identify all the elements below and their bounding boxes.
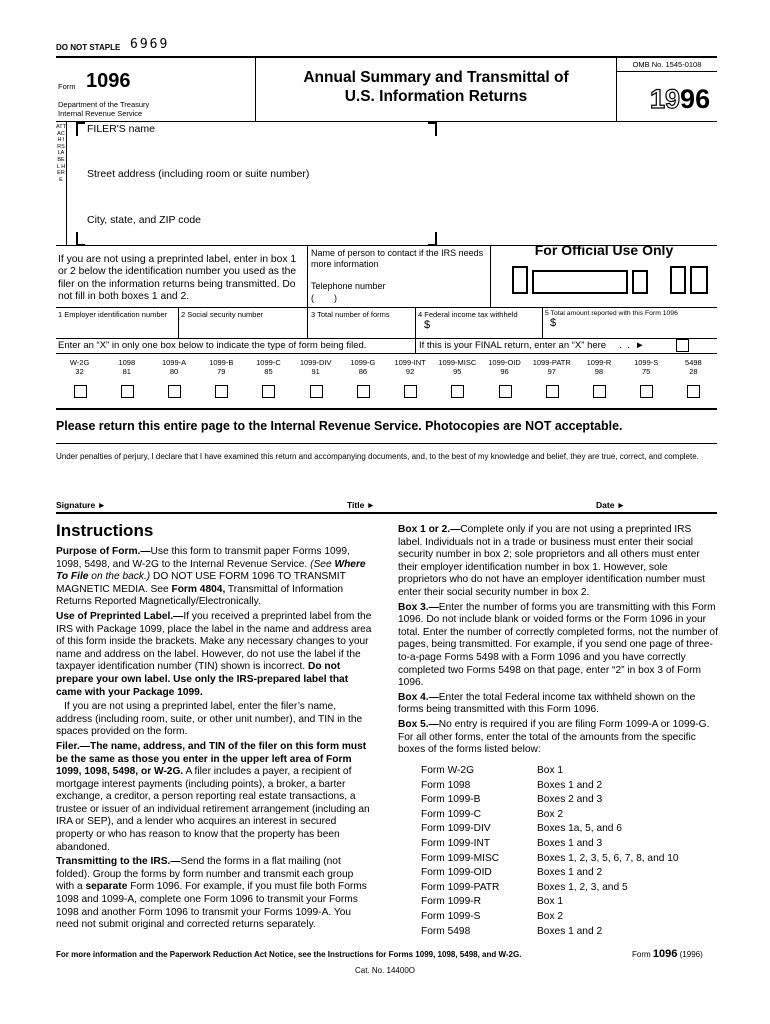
- form-type-label: [151, 358, 197, 376]
- form-type-label: [293, 358, 339, 376]
- form-type-checkbox[interactable]: [451, 385, 464, 398]
- contact-person-label: Name of person to contact if the IRS needs more information: [311, 248, 484, 269]
- form-label: Form: [58, 82, 76, 91]
- dollar-sign: $: [424, 319, 431, 331]
- form-number: 1096: [86, 70, 131, 92]
- attach-label-here: ATTACH IRS LABEL HERE: [56, 124, 66, 183]
- form-type-label: [576, 358, 622, 376]
- perjury-statement: Under penalties of perjury, I declare that I have examined this return and accompanying documents, and, to the best of my knowledge and belief, they are true, correct, and complete.: [56, 452, 699, 461]
- form-type-name: 1099-INT: [394, 358, 426, 367]
- form-type-code: 75: [642, 367, 651, 376]
- form-type-checkbox[interactable]: [121, 385, 134, 398]
- form-type-label: [57, 358, 103, 376]
- table-form-cell: Form 1099-DIV: [421, 823, 491, 835]
- table-form-cell: Form 1099-INT: [421, 838, 491, 849]
- label-bracket-bottom-left: [76, 232, 85, 246]
- form-type-name: W-2G: [69, 358, 90, 367]
- table-box-cell: Box 2: [537, 911, 564, 922]
- form-type-code: 97: [547, 367, 556, 376]
- date-field[interactable]: [630, 494, 716, 511]
- form-type-checkbox[interactable]: [262, 385, 275, 398]
- catalog-number: Cat. No. 14400O: [354, 966, 416, 975]
- form-type-label: [529, 358, 575, 376]
- instructions-heading: Instructions: [56, 521, 154, 540]
- handwritten-number: 6969: [130, 37, 170, 52]
- form-type-checkbox[interactable]: [404, 385, 417, 398]
- label-bracket-top-right: [428, 122, 437, 136]
- form-type-code: 91: [311, 367, 320, 376]
- table-box-cell: Boxes 1, 2, 3, and 5: [537, 881, 628, 893]
- form-type-code: 28: [689, 367, 698, 376]
- form-type-checkbox[interactable]: [546, 385, 559, 398]
- form-type-name: 1099-B: [209, 358, 234, 367]
- form-type-code: 32: [75, 367, 84, 376]
- total-forms-box[interactable]: 3 Total number of forms: [311, 310, 390, 319]
- form-type-label: [434, 358, 480, 376]
- form-type-name: 1099-S: [634, 358, 659, 367]
- instructions-right-column: Box 1 or 2.—Complete only if you are not using a preprinted IRS label. Individuals not in a trade or business must enter their social security number in box 2; sole proprietors and all others must enter their employer identification number in box 1. However, sole proprietors who do not have an employer identification number must enter their social security number in box 2. Box 3.—Enter the number of forms you are transmitting with this Form 1096. Do not include blank or voided forms or the Form 1096 in your total. Enter the number of correctly completed forms, not the number of pages, being transmitted. For example, if you send one page of three-to-a-page Forms 5498 with a Form 1096 and you have correctly completed two Forms 5498 on that page, enter “2” in box 3 of Form 1096. Box 4.—Enter the total Federal income tax withheld shown on the forms being transmitted with this Form 1096. Box 5.—No entry is required if you are filing Form 1099-A or 1099-G. For all other forms, enter the total of the amounts from the specific boxes of the forms listed below:: [398, 524, 718, 756]
- form-type-checkbox[interactable]: [357, 385, 370, 398]
- final-return-checkbox[interactable]: [676, 339, 689, 352]
- form-type-name: 1099-MISC: [438, 358, 477, 367]
- form-type-code: 96: [500, 367, 509, 376]
- final-return-label: If this is your FINAL return, enter an “X” here . . ►: [419, 340, 645, 351]
- street-address-field[interactable]: Street address (including room or suite number): [87, 168, 310, 180]
- title-label: Title ►: [347, 500, 376, 510]
- form-type-checkbox[interactable]: [640, 385, 653, 398]
- form-type-name: 1098: [118, 358, 136, 367]
- form-type-checkbox[interactable]: [74, 385, 87, 398]
- form-type-code: 86: [358, 367, 368, 376]
- form-type-code: 81: [122, 367, 131, 376]
- instructions-left-column: Purpose of Form.—Use this form to transmit paper Forms 1099, 1098, 5498, and W-2G to the Internal Revenue Service. (See Where To File on the back.) DO NOT USE FORM 1096 TO TRANSMIT MAGNETIC MEDIA. See Form 4804, Transmittal of Information Returns Reported Magnetically/Electronically. Use of Preprinted Label.—If you received a preprinted label from the IRS with Package 1099, place the label in the name and address area of this form inside the brackets. Make any necessary changes to your name and address on the label. However, do not use the label if the taxpayer identification number (TIN) shown is incorrect. Do not prepare your own label. Use only the IRS-prepared label that came with your Package 1099. If you are not using a preprinted label, enter the filer’s name, address (including room, suite, or other unit number), and TIN in the spaces provided on the form. Filer.—The name, address, and TIN of the filer on this form must be the same as those you enter in the upper left area of Form 1099, 1098, 5498, or W-2G. A filer includes a payer, a recipient of mortgage interest payments (including points), a broker, a barter exchange, a creditor, a person reporting real estate transactions, a trustee or issuer of an individual retirement arrangement (including an IRA or SEP), and a lender who acquires an interest in secured property or who has reason to know that the property has been abandoned. Transmitting to the IRS.—Send the forms in a flat mailing (not folded). Group the forms by form number and transmit each group with a separate Form 1096. For example, if you must file both Forms 1098 and 1099-A, complete one Form 1096 to transmit your Forms 1098 and another Form 1096 to transmit your Forms 1099-A. You need not submit original and corrected returns separately.: [56, 546, 372, 931]
- form-type-name: 1099-DIV: [299, 358, 332, 367]
- form-type-checkbox[interactable]: [687, 385, 700, 398]
- signature-label: Signature ►: [56, 500, 106, 510]
- table-box-cell: Boxes 1 and 2: [537, 779, 603, 791]
- label-bracket-bottom-right: [428, 232, 437, 246]
- form-type-checkbox[interactable]: [168, 385, 181, 398]
- form-type-label: [482, 358, 528, 376]
- form-type-label: [340, 358, 386, 376]
- form-type-code: 92: [405, 367, 415, 376]
- filer-name-field[interactable]: FILER'S name: [87, 123, 155, 135]
- ssn-box[interactable]: 2 Social security number: [181, 310, 264, 319]
- form-type-name: 5498: [685, 358, 702, 367]
- table-box-cell: Boxes 1a, 5, and 6: [537, 823, 622, 835]
- table-form-cell: Form 1099-OID: [421, 867, 492, 879]
- form-type-label: [670, 358, 716, 376]
- date-label: Date ►: [596, 500, 626, 510]
- form-type-name: 1099-A: [161, 358, 187, 367]
- form-type-code: 80: [169, 367, 179, 376]
- form-type-name: 1099-R: [586, 358, 612, 367]
- official-use-heading: For Official Use Only: [534, 242, 674, 258]
- title-field[interactable]: [378, 494, 586, 511]
- omb-number: OMB No. 1545-0108: [632, 60, 702, 69]
- table-box-cell: Box 1: [537, 896, 564, 908]
- form-type-checkbox[interactable]: [499, 385, 512, 398]
- official-use-boxes: [512, 266, 712, 300]
- return-notice: Please return this entire page to the Internal Revenue Service. Photocopies are NOT acceptable.: [56, 418, 623, 433]
- tax-withheld-box[interactable]: 4 Federal income tax withheld $: [418, 310, 540, 336]
- form-type-label: [198, 358, 244, 376]
- form-type-label: [387, 358, 433, 376]
- form-type-checkbox[interactable]: [593, 385, 606, 398]
- table-box-cell: Boxes 1 and 3: [537, 838, 603, 849]
- label-bracket-top-left: [76, 122, 85, 136]
- table-form-cell: Form 1099-PATR: [421, 881, 500, 893]
- table-form-cell: Form 1099-R: [421, 896, 482, 908]
- table-form-cell: Form 1098: [421, 779, 471, 791]
- form-type-name: 1099-C: [256, 358, 281, 367]
- paperwork-notice: For more information and the Paperwork Reduction Act Notice, see the Instructions for Forms 1099, 1098, 5498, and W-2G.: [56, 950, 522, 959]
- form-type-label: [104, 358, 150, 376]
- form-type-name: 1099-OID: [488, 358, 521, 367]
- no-preprinted-label-note: If you are not using a preprinted label, enter in box 1 or 2 below the identification number you used as the filer on the information returns being transmitted. Do not fill in both boxes 1 and 2.: [58, 254, 297, 302]
- form-type-code: 85: [264, 367, 273, 376]
- table-form-cell: Form W-2G: [421, 765, 475, 776]
- dollar-sign: $: [550, 317, 557, 329]
- table-box-cell: Boxes 1 and 2: [537, 867, 603, 879]
- table-box-cell: Box 2: [537, 808, 564, 820]
- department: Department of the Treasury Internal Revenue Service: [58, 100, 150, 118]
- city-state-zip-field[interactable]: City, state, and ZIP code: [87, 214, 202, 226]
- form-type-checkbox[interactable]: [310, 385, 323, 398]
- form-type-code: 98: [594, 367, 604, 376]
- table-form-cell: Form 1099-S: [421, 911, 481, 922]
- signature-field[interactable]: [110, 494, 338, 511]
- do-not-staple: DO NOT STAPLE: [56, 43, 121, 52]
- table-box-cell: Boxes 1 and 2: [537, 925, 603, 937]
- form-title: Annual Summary and Transmittal of U.S. Information Returns: [303, 69, 569, 105]
- employer-id-box[interactable]: 1 Employer identification number: [58, 310, 168, 319]
- form-type-instruction: Enter an “X” in only one box below to indicate the type of form being filed.: [58, 340, 367, 351]
- footer-form-id: Form 1096 (1996): [632, 948, 703, 960]
- table-form-cell: Form 1099-MISC: [421, 852, 500, 864]
- form-type-code: 95: [453, 367, 462, 376]
- form-type-name: 1099-PATR: [532, 358, 571, 367]
- form-type-checkbox[interactable]: [215, 385, 228, 398]
- table-form-cell: Form 5498: [421, 925, 471, 937]
- table-box-cell: Box 1: [537, 765, 564, 776]
- form-type-label: [623, 358, 669, 376]
- table-box-cell: Boxes 1, 2, 3, 5, 6, 7, 8, and 10: [537, 852, 679, 864]
- form-type-label: [245, 358, 291, 376]
- telephone-label: Telephone number: [311, 281, 386, 291]
- tax-year: 1996: [650, 84, 711, 114]
- form-type-code: 79: [217, 367, 226, 376]
- form-type-name: 1099-G: [350, 358, 376, 367]
- telephone-field[interactable]: ( ): [311, 293, 337, 303]
- table-form-cell: Form 1099-C: [421, 808, 482, 820]
- total-amount-box[interactable]: 5 Total amount reported with this Form 1096 $: [545, 310, 715, 336]
- table-box-cell: Boxes 2 and 3: [537, 794, 603, 806]
- table-form-cell: Form 1099-B: [421, 794, 481, 806]
